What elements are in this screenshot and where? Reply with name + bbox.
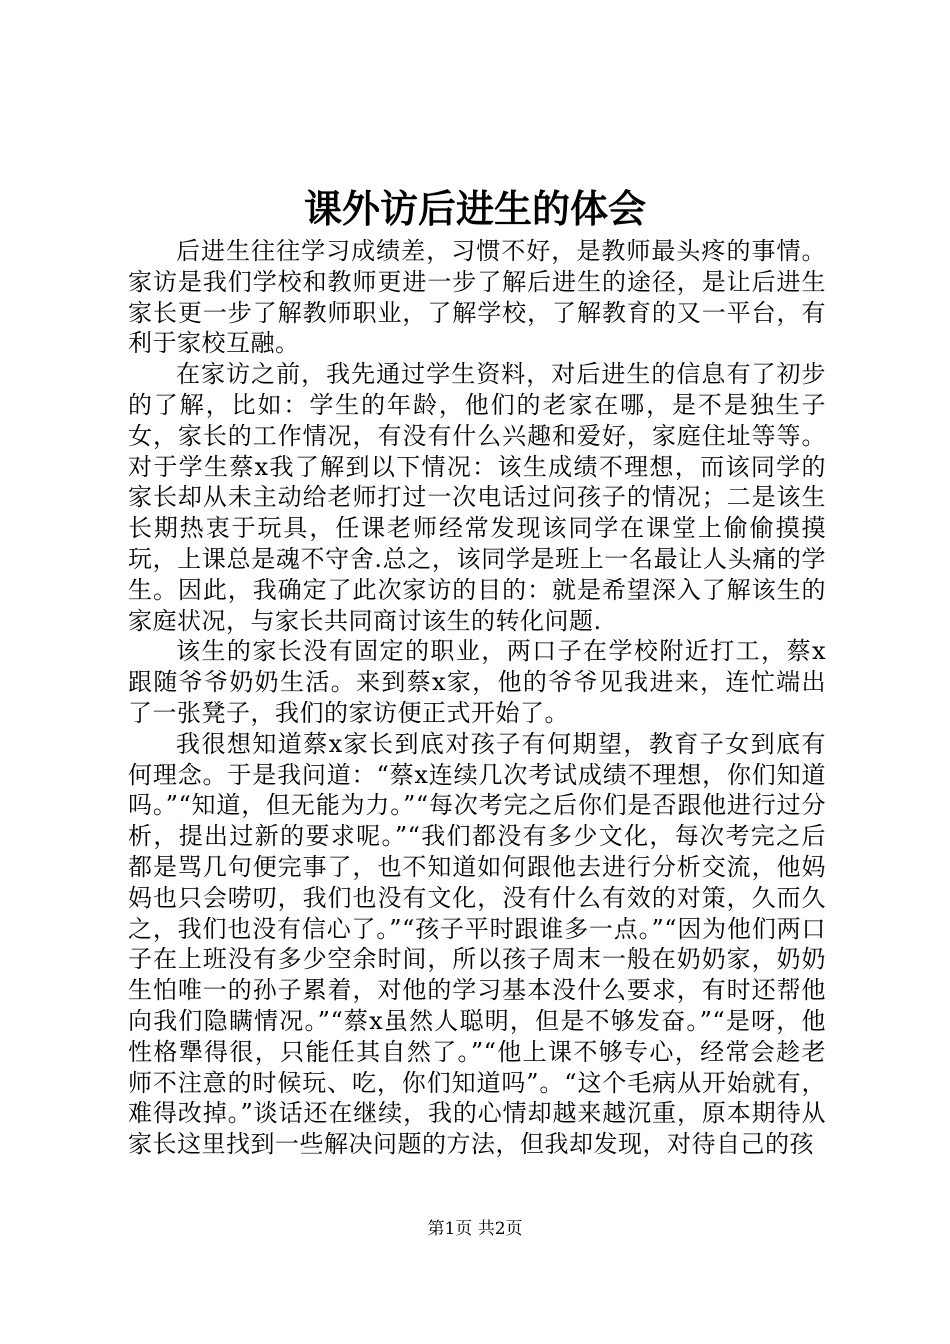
page-number-footer: 第1页 共2页 [427, 1219, 523, 1239]
paragraph: 我很想知道蔡x家长到底对孩子有何期望，教育子女到底有何理念。于是我问道：“蔡x连续几次考试成绩不理想，你们知道吗。”“知道，但无能为力。”“每次考完之后你们是否跟他进行过分析，提出过新的要求呢。”“我们都没有多少文化，每次考完之后都是骂几句便完事了，也不知道如何跟他去进行分析交流，他妈妈也只会唠叨，我们也没有文化，没有什么有效的对策，久而久之，我们也没有信心了。”“孩子平时跟谁多一点。”“因为他们两口子在上班没有多少空余时间，所以孩子周末一般在奶奶家，奶奶生怕唯一的孙子累着，对他的学习基本没什么要求，有时还帮他向我们隐瞒情况。”“蔡x虽然人聪明，但是不够发奋。”“是呀，他性格犟得很，只能任其自然了。”“他上课不够专心，经常会趁老师不注意的时候玩、吃，你们知道吗”。“这个毛病从开始就有，难得改掉。”谈话还在继续，我的心情却越来越沉重，原本期待从家长这里找到一些解决问题的方法，但我却发现，对待自己的孩 [128, 729, 826, 1159]
paragraph: 后进生往往学习成绩差，习惯不好，是教师最头疼的事情。家访是我们学校和教师更进一步了解后进生的途径，是让后进生家长更一步了解教师职业，了解学校，了解教育的又一平台，有利于家校互融。 [128, 237, 826, 358]
paragraph: 在家访之前，我先通过学生资料，对后进生的信息有了初步的了解，比如：学生的年龄，他们的老家在哪，是不是独生子女，家长的工作情况，有没有什么兴趣和爱好，家庭住址等等。对于学生蔡x我了解到以下情况：该生成绩不理想，而该同学的家长却从未主动给老师打过一次电话过问孩子的情况；二是该生长期热衷于玩具，任课老师经常发现该同学在课堂上偷偷摸摸玩，上课总是魂不守舍.总之，该同学是班上一名最让人头痛的学生。因此，我确定了此次家访的目的：就是希望深入了解该生的家庭状况，与家长共同商讨该生的转化问题. [128, 360, 826, 635]
document-title: 课外访后进生的体会 [303, 186, 646, 231]
paragraph: 该生的家长没有固定的职业，两口子在学校附近打工，蔡x跟随爷爷奶奶生活。来到蔡x家，他的爷爷见我进来，连忙端出了一张凳子，我们的家访便正式开始了。 [128, 637, 826, 727]
document-body [128, 236, 826, 1160]
